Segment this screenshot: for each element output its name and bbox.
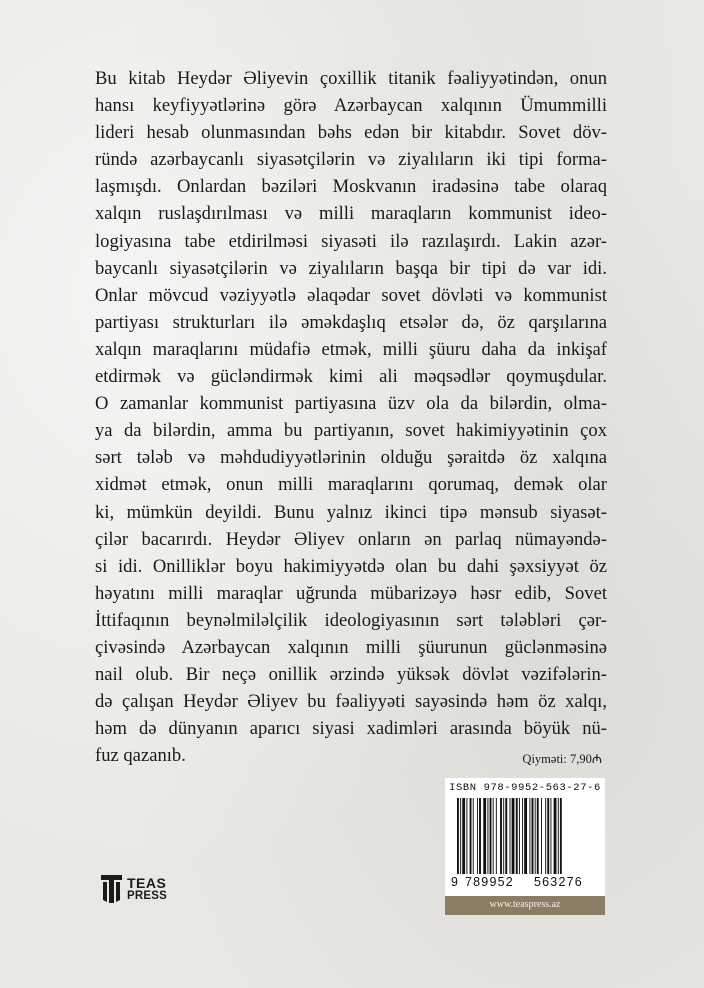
- barcode-digit-lead: 9: [451, 875, 460, 889]
- blurb-line: ki, mümkün deyildi. Bunu yalnız ikinci tipə mənsub siyasət-: [95, 501, 607, 523]
- back-cover-blurb: [95, 65, 607, 769]
- blurb-line: xalqın maraqlarını müdafiə etmək, milli şüuru daha da inkişaf: [95, 338, 607, 360]
- publisher-name-line1: TEAS: [127, 875, 167, 891]
- publisher-name: [127, 877, 167, 903]
- blurb-line: laşmışdı. Onlardan bəziləri Moskvanın iradəsinə tabe olaraq: [95, 176, 607, 198]
- publisher-logo: [100, 873, 170, 913]
- blurb-line: si idi. Onilliklər boyu hakimiyyətdə olan bu dahi şəxsiyyət öz: [95, 555, 607, 577]
- blurb-line: çilər bacarırdı. Heydər Əliyev onların ən parlaq nümayəndə-: [95, 528, 607, 550]
- blurb-line: çivəsində Azərbaycan xalqının milli şüurunun güclənməsinə: [95, 636, 607, 658]
- blurb-line: xidmət etmək, onun milli maraqlarını qorumaq, demək olar: [95, 474, 607, 496]
- blurb-line: nail olub. Bir neçə onillik ərzində yüksək dövlət vəzifələrin-: [95, 664, 607, 686]
- blurb-line: ya da bilərdin, amma bu partiyanın, sovet hakimiyyətinin çox: [95, 420, 607, 442]
- book-pages-icon: [100, 873, 124, 905]
- blurb-line: Onlar mövcud vəziyyətlə əlaqədar sovet dövləti və kommunist: [95, 284, 607, 306]
- blurb-line: sərt tələb və məhdudiyyətlərinin olduğu şəraitdə öz xalqına: [95, 447, 607, 469]
- publisher-name-line2: PRESS: [127, 890, 167, 902]
- blurb-line: İttifaqının beynəlmiləlçilik ideologiyasının sərt tələbləri çər-: [95, 609, 607, 631]
- isbn-barcode-panel: [445, 778, 605, 915]
- blurb-line: baycanlı siyasətçilərin və ziyalıların başqa bir tipi də var idi.: [95, 257, 607, 279]
- blurb-line: həm də dünyanın aparıcı siyasi xadimləri arasında böyük nü-: [95, 718, 607, 740]
- barcode-digit-group-left: 789952: [465, 875, 514, 889]
- website-url: www.teaspress.az: [489, 899, 561, 910]
- barcode-digit-group-right: 563276: [534, 875, 583, 889]
- blurb-line: hansı keyfiyyətlərinə görə Azərbaycan xalqının Ümummilli: [95, 95, 607, 117]
- blurb-line: də çalışan Heydər Əliyev bu fəaliyyəti sayəsində həm öz xalqı,: [95, 691, 607, 713]
- blurb-line: partiyası strukturları ilə əməkdaşlıq etsələr də, öz qarşılarına: [95, 311, 607, 333]
- isbn-number: ISBN 978-9952-563-27-6: [449, 782, 601, 794]
- blurb-line: həyatını milli maraqlar uğrunda mübarizəyə həsr edib, Sovet: [95, 582, 607, 604]
- website-strip: [445, 896, 605, 915]
- blurb-line: xalqın ruslaşdırılması və milli maraqların kommunist ideo-: [95, 203, 607, 225]
- blurb-line: ründə azərbaycanlı siyasətçilərin və ziyalıların iki tipi forma-: [95, 149, 607, 171]
- blurb-line: O zamanlar kommunist partiyasına üzv ola da bilərdin, olma-: [95, 393, 607, 415]
- barcode-image: [453, 798, 597, 878]
- blurb-line: logiyasına tabe etdirilməsi siyasəti ilə razılaşırdı. Lakin azər-: [95, 230, 607, 252]
- price-label: Qiymәti: 7,90₼: [522, 752, 602, 766]
- blurb-line: lideri hesab olunmasından bəhs edən bir kitabdır. Sovet döv-: [95, 122, 607, 144]
- blurb-line: fuz qazanıb.: [95, 745, 186, 767]
- blurb-line: etdirmək və gücləndirmək kimi ali məqsədlər qoymuşdular.: [95, 366, 607, 388]
- blurb-line: Bu kitab Heydər Əliyevin çoxillik titanik fəaliyyətindən, onun: [95, 68, 607, 89]
